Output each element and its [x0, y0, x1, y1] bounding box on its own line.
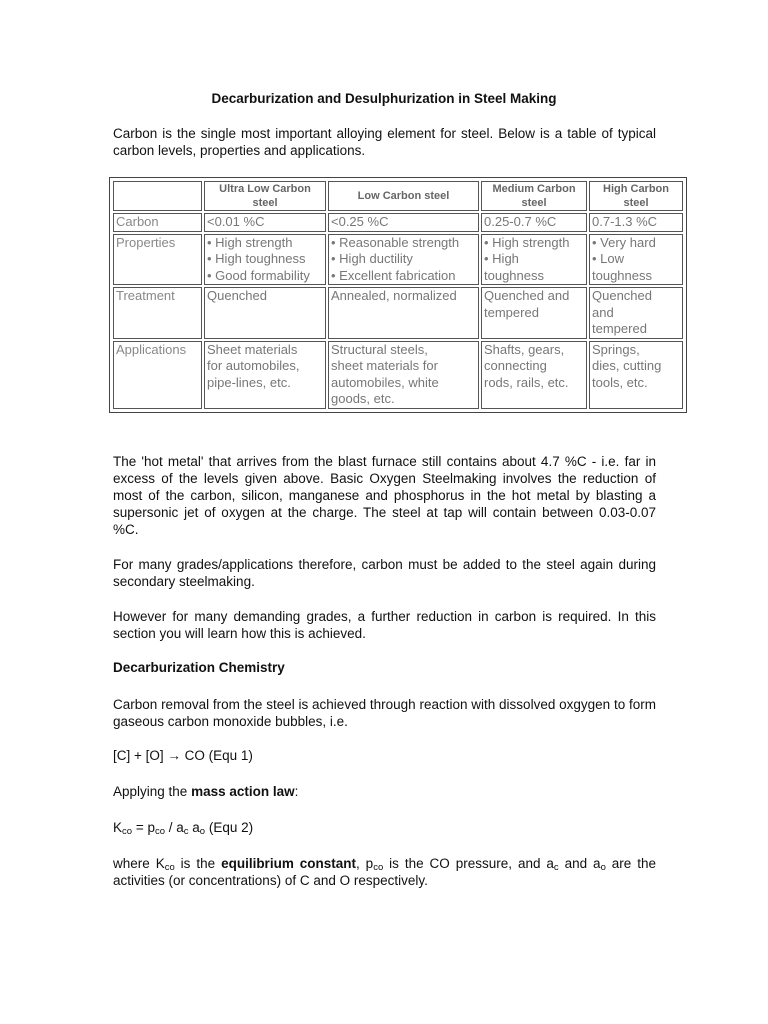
mass-action-pre: Applying the	[113, 784, 192, 799]
where-t1: where K	[113, 856, 165, 871]
table-cell-line: tempered	[592, 321, 647, 336]
table-cell-line: Quenched and	[484, 288, 570, 303]
equation-1: [C] + [O] → CO (Equ 1)	[113, 748, 253, 763]
table-cell	[589, 213, 683, 232]
table-cell-line: • High ductility	[331, 251, 413, 266]
where-s4: o	[600, 862, 606, 873]
table-cell	[481, 213, 587, 232]
table-row	[113, 287, 683, 339]
where-t4: is the CO pressure, and a	[383, 856, 554, 871]
table-cell-line: pipe-lines, etc.	[207, 374, 291, 390]
table-cell-line: • Reasonable strength	[331, 234, 460, 250]
mass-action-post: :	[294, 784, 299, 799]
table-header-cell: Low Carbon steel	[328, 181, 479, 211]
eq2-div-a: / a	[165, 820, 184, 835]
table-cell-line: Annealed, normalized	[331, 288, 457, 303]
carbon-removal-paragraph: Carbon removal from the steel is achieved through reaction with dissolved oxgygen to form gaseous carbon monoxide bubbles, i.e.	[113, 697, 656, 729]
table-row	[113, 234, 683, 286]
table-cell-line: • High strength	[484, 234, 570, 250]
table-header-cell: High Carbon steel	[589, 181, 683, 211]
table-cell-line: tempered	[484, 304, 539, 320]
carbon-steel-table	[111, 179, 685, 411]
table-cell-line: Quenched	[207, 288, 267, 303]
table-cell-line: rods, rails, etc.	[484, 374, 569, 390]
table-cell-line: • Excellent fabrication	[331, 267, 456, 283]
where-t5: and a	[558, 856, 601, 871]
hot-metal-paragraph: The 'hot metal' that arrives from the blast furnace still contains about 4.7 %C - i.e. far in excess of the levels given above. Basic Oxygen Steelmaking involves the reduction of most of the carbon, silicon, manganese and phosphorus in the hot metal by blasting a supersonic jet of oxygen at the charge. The steel at tap will contain between 0.03-0.07 %C.	[113, 454, 656, 537]
eq2-ac-sub: c	[183, 826, 189, 837]
table-cell-line: <0.25 %C	[331, 214, 389, 229]
table-cell-line: • High strength	[207, 234, 293, 250]
table-cell-line: and	[592, 304, 614, 320]
table-cell	[481, 287, 587, 339]
table-row-label: Treatment	[113, 287, 202, 339]
table-cell-line: <0.01 %C	[207, 214, 265, 229]
table-cell	[204, 341, 326, 409]
table-cell-line: • Very hard	[592, 234, 656, 250]
table-cell-line: connecting	[484, 358, 547, 373]
table-cell	[328, 287, 479, 339]
table-cell-line: • High toughness	[207, 251, 306, 266]
table-cell	[481, 234, 587, 286]
where-t2: is the	[174, 856, 222, 871]
table-cell-line: toughness	[592, 267, 652, 283]
demanding-grades-paragraph: However for many demanding grades, a further reduction in carbon is required. In this section you will learn how this is achieved.	[113, 609, 656, 641]
equilibrium-constant-term: equilibrium constant	[221, 856, 356, 871]
where-paragraph	[113, 855, 656, 889]
equation-2	[113, 820, 253, 835]
table-header-cell: Ultra Low Carbon steel	[204, 181, 326, 211]
table-cell-line: automobiles, white	[331, 374, 439, 390]
mass-action-law-term: mass action law	[191, 784, 295, 799]
where-t6: are the activities (or concentrations) of C and O respectively.	[113, 856, 656, 888]
table-cell-line: 0.25-0.7 %C	[484, 214, 557, 229]
table-cell-line: Sheet materials	[207, 341, 298, 357]
decarburization-chemistry-heading: Decarburization Chemistry	[113, 660, 285, 675]
mass-action-line	[113, 784, 298, 799]
table-cell	[589, 287, 683, 339]
table-row-label: Applications	[113, 341, 202, 409]
eq2-k-sub: co	[122, 826, 133, 837]
table-cell	[481, 341, 587, 409]
table-cell-line: for automobiles,	[207, 358, 300, 373]
table-cell	[204, 234, 326, 286]
table-row	[113, 341, 683, 409]
table-header-cell: Medium Carbon steel	[481, 181, 587, 211]
table-cell-line: • High	[484, 251, 519, 266]
table-cell-line: goods, etc.	[331, 391, 395, 406]
intro-paragraph: Carbon is the single most important alloying element for steel. Below is a table of typical carbon levels, properties and applications.	[113, 126, 656, 158]
document-title: Decarburization and Desulphurization in Steel Making	[211, 91, 557, 106]
table-cell-line: tools, etc.	[592, 374, 648, 390]
table-cell-line: Structural steels,	[331, 341, 428, 357]
eq2-label: (Equ 2)	[205, 820, 254, 835]
eq2-a: a	[188, 820, 200, 835]
table-cell-line: sheet materials for	[331, 358, 438, 373]
where-s1: co	[164, 862, 175, 873]
eq2-equals-p: = p	[132, 820, 155, 835]
where-s3: c	[553, 862, 559, 873]
table-cell-line: • Good formability	[207, 267, 310, 283]
table-cell-line: toughness	[484, 267, 544, 283]
table-row-label: Carbon	[113, 213, 202, 232]
table-row-label: Properties	[113, 234, 202, 286]
table-cell-line: dies, cutting	[592, 358, 662, 373]
table-cell-line: Shafts, gears,	[484, 341, 565, 357]
table-cell	[589, 234, 683, 286]
grades-paragraph: For many grades/applications therefore, carbon must be added to the steel again during secondary steelmaking.	[113, 557, 656, 589]
where-t3: , p	[356, 856, 374, 871]
table-header-cell	[113, 181, 202, 211]
table-cell	[328, 213, 479, 232]
table-cell-line: 0.7-1.3 %C	[592, 214, 658, 229]
where-s2: co	[373, 862, 384, 873]
table-cell	[328, 234, 479, 286]
table-cell	[204, 213, 326, 232]
table-cell-line: Quenched	[592, 288, 652, 303]
eq2-k: K	[113, 820, 123, 835]
table-cell	[328, 341, 479, 409]
carbon-steel-table-frame	[109, 177, 687, 413]
table-cell-line: Springs,	[592, 341, 640, 357]
table-row	[113, 213, 683, 232]
table-header-row	[113, 181, 683, 211]
table-cell	[204, 287, 326, 339]
table-cell	[589, 341, 683, 409]
table-cell-line: • Low	[592, 251, 625, 266]
eq2-ao-sub: o	[199, 826, 206, 837]
eq2-p-sub: co	[154, 826, 166, 837]
